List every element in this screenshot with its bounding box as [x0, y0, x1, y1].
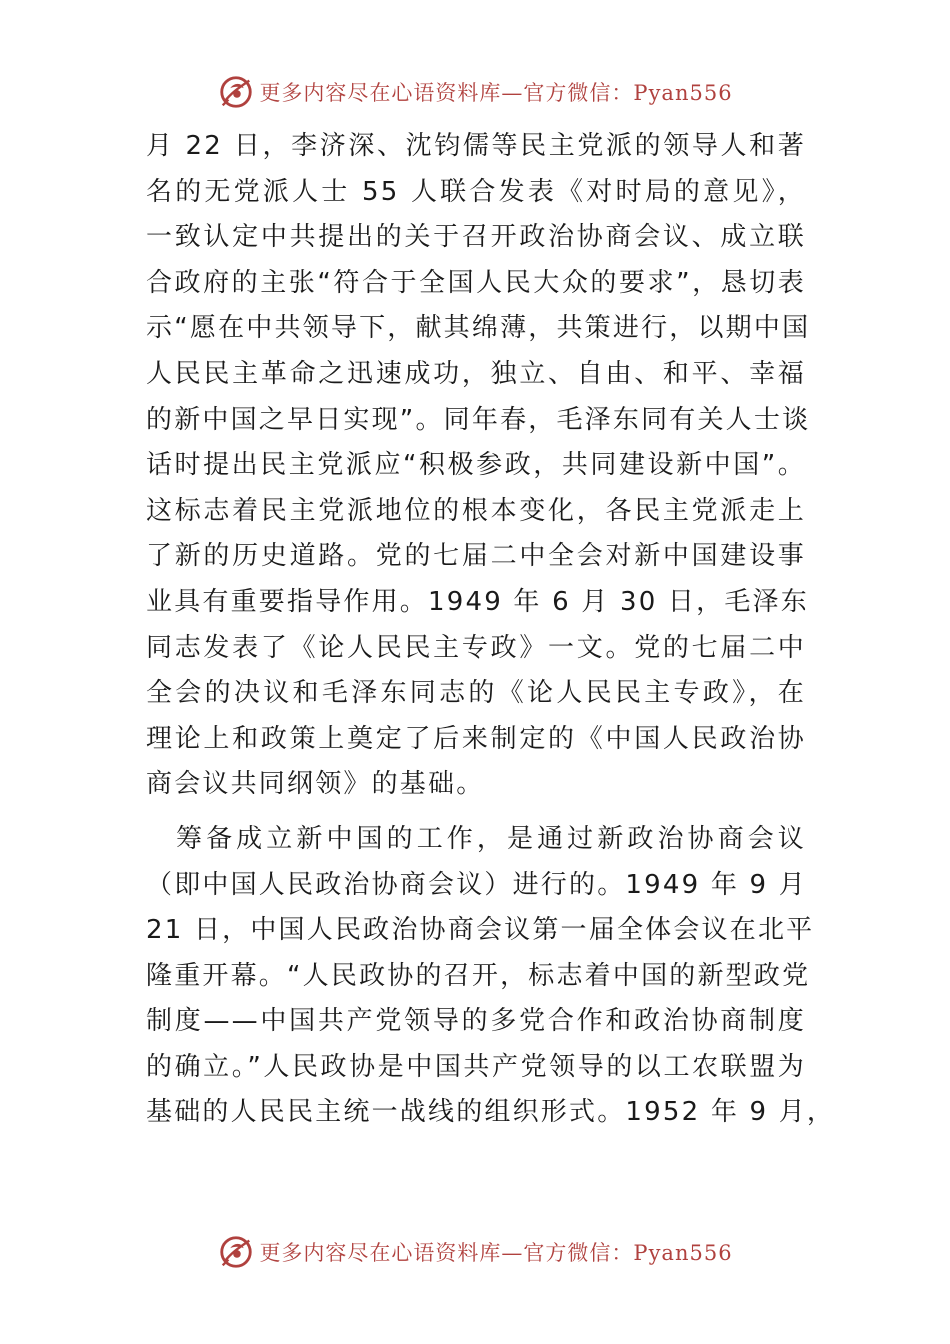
text-line: 的确立。”人民政协是中国共产党领导的以工农联盟为	[146, 1051, 806, 1082]
header-banner	[0, 72, 950, 112]
paragraph-1	[146, 124, 811, 808]
text-line: 同志发表了《论人民民主专政》一文。党的七届二中	[146, 632, 806, 663]
text-line: 的新中国之早日实现”。同年春，毛泽东同有关人士谈	[146, 404, 811, 435]
text-line: 一致认定中共提出的关于召开政治协商会议、成立联	[146, 222, 806, 253]
footer-banner-text: 更多内容尽在心语资料库—官方微信：Pyan556	[259, 1241, 733, 1265]
text-line: 人民民主革命之迅速成功，独立、自由、和平、幸福	[146, 358, 806, 389]
text-line: 隆重开幕。“人民政协的召开，标志着中国的新型政党	[146, 960, 811, 991]
header-banner-text: 更多内容尽在心语资料库—官方微信：Pyan556	[259, 81, 733, 105]
text-line: 了新的历史道路。党的七届二中全会对新中国建设事	[146, 541, 806, 572]
text-line: 业具有重要指导作用。1949 年 6 月 30 日，毛泽东	[146, 586, 809, 617]
text-line: 制度——中国共产党领导的多党合作和政治协商制度	[146, 1006, 806, 1037]
paragraph-2	[146, 817, 836, 1136]
text-line: 话时提出民主党派应“积极参政，共同建设新中国”。	[146, 450, 806, 481]
text-line: （即中国人民政治协商会议）进行的。1949 年 9 月	[146, 869, 807, 900]
text-line: 21 日，中国人民政治协商会议第一届全体会议在北平	[146, 915, 815, 946]
text-line: 这标志着民主党派地位的根本变化，各民主党派走上	[146, 495, 806, 526]
document-body	[146, 124, 836, 1136]
rose-logo-icon	[217, 73, 255, 111]
text-line: 基础的人民民主统一战线的组织形式。1952 年 9 月，	[146, 1097, 836, 1128]
text-line: 月 22 日，李济深、沈钧儒等民主党派的领导人和著	[146, 131, 806, 161]
rose-logo-icon	[217, 1233, 255, 1271]
text-line: 示“愿在中共领导下，献其绵薄，共策进行，以期中国	[146, 313, 811, 344]
text-line: 合政府的主张“符合于全国人民大众的要求”，恳切表	[146, 267, 806, 298]
text-line: 全会的决议和毛泽东同志的《论人民民主专政》，在	[146, 678, 806, 709]
footer-banner	[0, 1232, 950, 1272]
text-line: 名的无党派人士 55 人联合发表《对时局的意见》，	[146, 176, 806, 207]
text-line: 筹备成立新中国的工作，是通过新政治协商会议	[176, 823, 806, 854]
text-line: 商会议共同纲领》的基础。	[146, 769, 485, 800]
text-line: 理论上和政策上奠定了后来制定的《中国人民政治协	[146, 723, 806, 754]
